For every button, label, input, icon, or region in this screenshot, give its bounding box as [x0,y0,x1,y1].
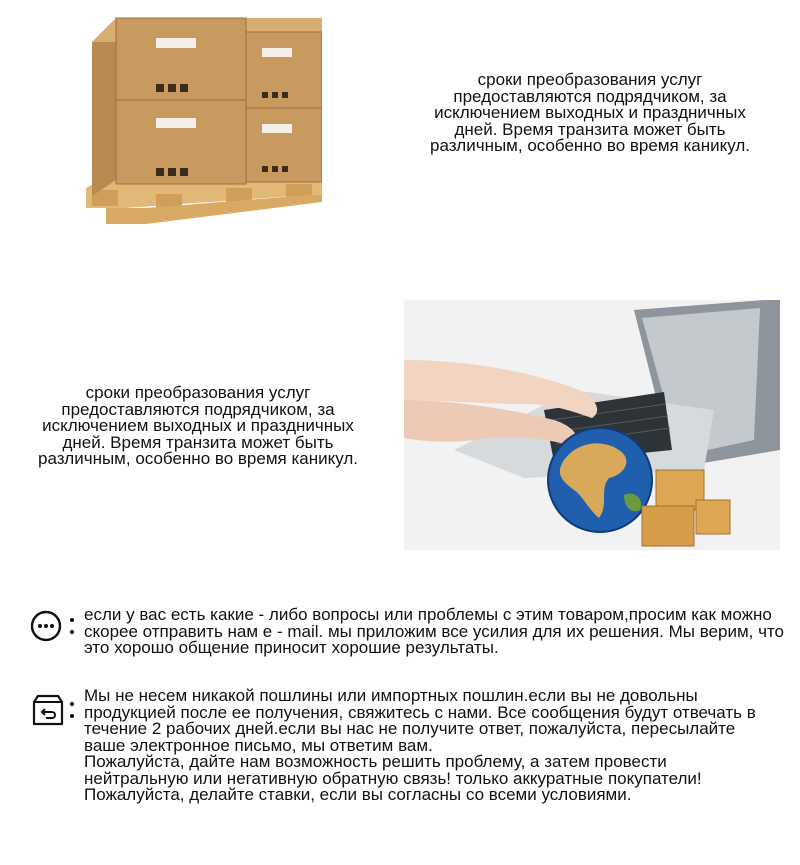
returns-policy-text [84,688,764,804]
delivery-terms-text: сроки преобразования услуг предоставляются подрядчиком, за исключением выходных и праздничных дней. Время транзита может быть различным, особенно во время каникул. [429,70,750,155]
pallet-boxes-image [86,12,322,230]
return-box-icon [30,692,76,728]
returns-paragraph-2: Пожалуйста, дайте нам возможность решить проблему, а затем провести нейтральную или негативную обратную связь! только аккуратные покупатели! Пожалуйста, делайте ставки, если вы согласны со всеми условиями. [84,752,702,804]
contact-info-text [84,607,789,657]
laptop-globe-image [404,300,780,550]
returns-paragraph-1: Мы не несем никакой пошлины или импортных пошлин.если вы не довольны продукцией после ее получения, свяжитесь с нами. Все сообщения будут отвечать в течение 2 рабочих дней.если вы нас не получите ответ, пожалуйста, пересылайте ваше электронное письмо, мы ответим вам. [84,686,756,755]
delivery-terms-text-2: сроки преобразования услуг предоставляются подрядчиком, за исключением выходных и праздничных дней. Время транзита может быть различным, особенно во время каникул. [37,383,358,468]
chat-bubble-icon [30,608,76,644]
contact-paragraph: если у вас есть какие - либо вопросы или проблемы с этим товаром,просим как можно скорее отправить нам e - mail. мы приложим все усилия для их решения. Мы верим, что это хорошо общение приносит хорошие результаты. [84,605,784,657]
